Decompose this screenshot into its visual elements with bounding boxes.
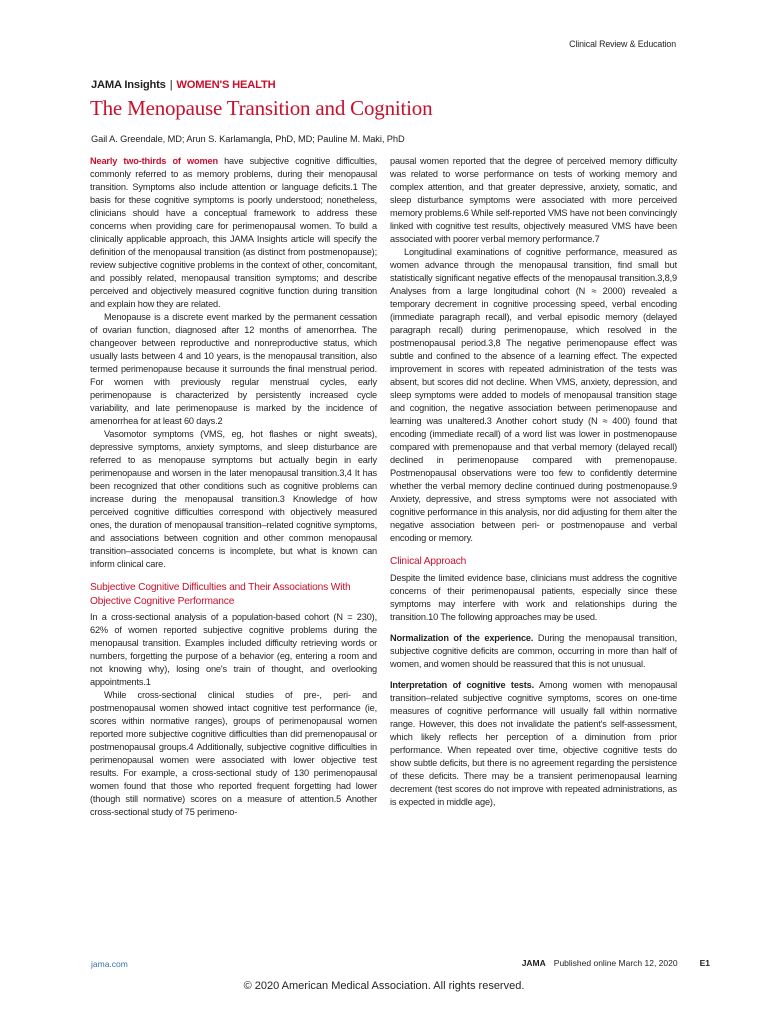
section-heading-clinical-approach: Clinical Approach [390,556,467,567]
intro-text: have subjective cognitive difficulties, commonly referred to as memory problems, during their menopausal transition. Symptoms also include attention or language deficits.1 The basis for these cognitive symptoms is poorly understood; nonetheless, clinicians should have a conceptual framework to address these concerns when providing care for perimenopausal women. To build a clinically applicable approach, this JAMA Insights article will specify the definition of the menopausal transition (as distinct from postmenopause); review subjective cognitive problems in the context of other, concomitant, and possibly related, menopausal transition symptoms; and describe perceived and objectively measured cognitive function during transition and explain how they are related. [90,156,377,309]
section-heading-subjective: Subjective Cognitive Difficulties and Their Associations With Objective Cognitive Performance [90,582,351,607]
paragraph-continued: pausal women reported that the degree of perceived memory difficulty was related to worse performance on tests of working memory and complex attention, and that greater depressive, anxiety, somatic, and sleep disturbance symptoms were associated with more perceived memory problems.6 While self-reported VMS have not been convincingly linked with cognitive test results, objectively measured VMS have been associated with poorer verbal memory performance.7 [390,156,677,244]
normalization-lead: Normalization of the experience. [390,632,534,643]
website-link[interactable]: jama.com [91,959,128,969]
right-column [390,155,677,809]
series-separator: | [169,79,173,91]
paragraph-clinical-studies: While cross-sectional clinical studies of pre-, peri- and postmenopausal women showed intact cognitive test performance (ie, scores within normative ranges), groups of perimenopausal women reported more subjective cognitive difficulties than did premenopausal or postmenopausal groups.4 Additionally, subjective cognitive difficulties in perimenopausal women were associated with lower objective test results. For example, a cross-sectional study of 130 perimenopausal women found that those who reported frequent forgetting had lower (though still normative) scores on a measure of attention.5 Another cross-sectional study of 75 perimeno- [90,690,377,817]
section-label: Clinical Review & Education [569,39,676,49]
journal-name: JAMA [521,958,546,968]
left-column [90,155,377,819]
interpretation-lead: Interpretation of cognitive tests. [390,679,535,690]
paragraph-normalization [390,632,677,671]
intro-paragraph [90,155,377,311]
page-number: E1 [699,958,710,968]
paragraph-longitudinal: Longitudinal examinations of cognitive performance, measured as women advance through the menopausal transition, find small but statistically significant negative effects of the menopausal transition.3,8,9 Analyses from a large longitudinal cohort (N ≈ 2000) revealed a temporary decrement in cognitive processing speed, verbal encoding (immediate paragraph recall), and verbal episodic memory (delayed paragraph recall) during perimenopause, which resolved in the postmenopausal period.3,8 The negative perimenopause effect was subtle and confined to the absence of a learning effect. The expected improvement in scores with repeated administration of the tests was absent, but scores did not decline. When VMS, anxiety, depression, and sleep symptoms were added to models of menopausal transition stage and cognition, the negative association between perimenopause and learning was unaltered.3 Another cohort study (N ≈ 400) found that encoding (immediate recall) of a word list was lower in postmenopause compared with premenopause and that verbal memory (delayed recall) declined in perimenopause compared with premenopause. Postmenopausal observations were too few to confidently determine whether the verbal memory decline continued during postmenopause.9 Anxiety, depressive, and stress symptoms were not associated with cognitive performance in this analysis, nor did adjusting for them alter the negative association between peri- or postmenopause and verbal encoding or memory. [390,247,677,543]
normalization-text: During the menopausal transition, subjective cognitive deficits are common, occurring in more than half of women, and women should be reassured that this is not unusual. [390,632,677,669]
publication-date: Published online March 12, 2020 [553,958,678,968]
paragraph-menopause: Menopause is a discrete event marked by the permanent cessation of ovarian function, diagnosed after 12 months of amenorrhea. The changeover between reproductive and nonreproductive status, which usually lasts between 4 and 10 years, is the menopausal transition, also termed perimenopause because it surrounds the final menstrual period. For women with previously regular menstrual cycles, early perimenopause is characterized by persistently increased cycle variability, and late perimenopause is marked by the incidence of amenorrhea for at least 60 days.2 [90,312,377,426]
paragraph-interpretation [390,679,677,809]
author-list: Gail A. Greendale, MD; Arun S. Karlamangla, PhD, MD; Pauline M. Maki, PhD [91,134,405,144]
copyright-notice: © 2020 American Medical Association. All rights reserved. [243,980,525,992]
interpretation-text: Among women with menopausal transition–related subjective cognitive symptoms, scores on one-time measures of cognitive performance will usually fall within normative range. However, this does not invalidate the patient's self-assessment, which likely reflects her perception of a diminution from prior performance. When repeated over time, objective cognitive tests do show subtle deficits, but there is no agreement regarding the persistence of these deficits. There may be a transient perimenopausal learning decrement (test scores do not improve with repeated administrations, as is expected in middle age), [390,679,677,807]
article-series [91,79,276,91]
article-title: The Menopause Transition and Cognition [90,96,433,120]
publication-info [522,958,710,968]
paragraph-cross-sectional: In a cross-sectional analysis of a population-based cohort (N = 230), 62% of women reported subjective cognitive problems during the menopausal transition. Examples included difficulty retrieving words or numbers, forgetting the purpose of a behavior (eg, entering a room and not knowing why), losing one's train of thought, and overlooking appointments.1 [90,612,377,687]
topic-label: WOMEN'S HEALTH [176,79,276,91]
series-name: JAMA Insights [91,79,166,91]
paragraph-evidence-base: Despite the limited evidence base, clinicians must address the cognitive concerns of their perimenopausal patients, especially since these symptoms may interfere with work and relationships during the transition.10 The following approaches may be used. [390,572,677,622]
paragraph-vasomotor: Vasomotor symptoms (VMS, eg, hot flashes or night sweats), depressive symptoms, anxiety symptoms, and sleep disturbance are referred to as menopause symptoms but actually begin in early perimenopause and worsen in the later menopausal transition.3,4 It has been recognized that other conditions such as cognitive problems can increase during the menopausal transition.3 Knowledge of how perceived cognitive difficulties correspond with objectively measured ones, the duration of menopausal transition–related cognitive symptoms, and associations between cognition and other common menopausal transition–associated concerns is incomplete, but what is known can inform clinical care. [90,429,377,569]
intro-lead: Nearly two-thirds of women [90,156,218,166]
